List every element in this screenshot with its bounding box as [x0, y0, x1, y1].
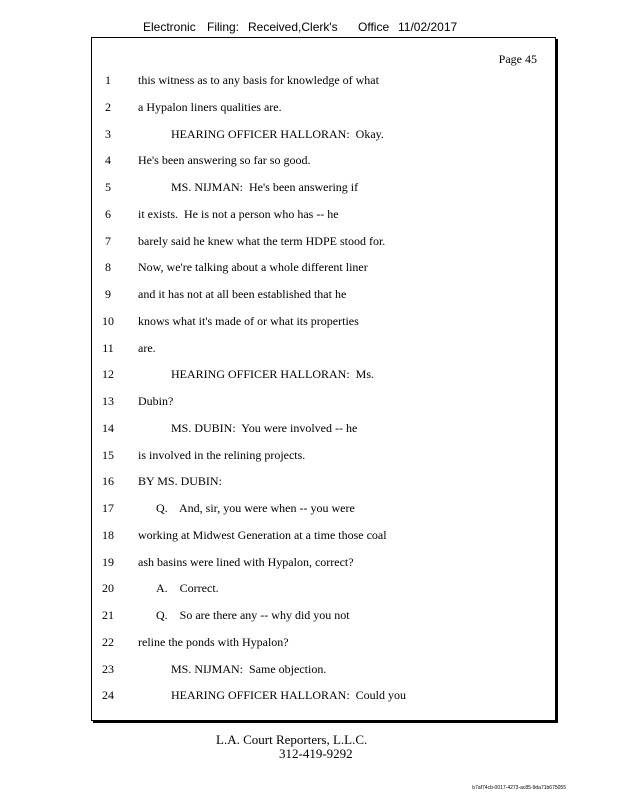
- transcript-line: [0, 688, 600, 706]
- transcript-line: [0, 73, 600, 91]
- line-number: 10: [102, 313, 114, 328]
- line-number: 23: [102, 661, 114, 676]
- line-text: and it has not at all been established that he: [138, 287, 347, 301]
- line-number: 14: [102, 420, 114, 435]
- line-text: working at Midwest Generation at a time those coal: [138, 527, 387, 542]
- transcript-line: [0, 234, 600, 252]
- transcript-line: [0, 127, 600, 145]
- line-text: BY MS. DUBIN:: [138, 474, 222, 489]
- line-number: 13: [102, 394, 114, 408]
- transcript-line: [0, 287, 600, 305]
- line-text: are.: [138, 340, 156, 355]
- stamp-filing: Filing:: [207, 20, 240, 34]
- transcript-line: [0, 635, 600, 653]
- transcript-line: [0, 394, 600, 412]
- stamp-office: Office: [358, 20, 390, 34]
- page-number: Page 45: [498, 52, 537, 66]
- line-number: 11: [102, 340, 114, 355]
- line-number: 3: [105, 126, 111, 141]
- transcript-line: [0, 100, 600, 118]
- transcript-line: [0, 555, 600, 573]
- line-text: Q. And, sir, you were when -- you were: [138, 501, 355, 515]
- transcript-line: [0, 608, 600, 626]
- line-text: ash basins were lined with Hypalon, correct?: [138, 554, 354, 569]
- line-number: 6: [105, 206, 111, 221]
- line-text: A. Correct.: [138, 581, 219, 596]
- transcript-line: [0, 448, 600, 466]
- transcript-line: [0, 180, 600, 198]
- document-id: b7af74cb-0017-4273-ac85-9da71b675055: [472, 785, 566, 791]
- line-number: 17: [102, 501, 114, 515]
- line-text: Q. So are there any -- why did you not: [138, 608, 350, 622]
- transcript-line: [0, 581, 600, 599]
- line-text: MS. DUBIN: You were involved -- he: [138, 420, 358, 435]
- transcript-line: [0, 260, 600, 278]
- line-number: 9: [105, 287, 111, 301]
- line-text: Now, we're talking about a whole different liner: [138, 260, 368, 275]
- line-text: knows what it's made of or what its properties: [138, 313, 359, 328]
- line-number: 19: [102, 554, 114, 569]
- line-number: 2: [105, 99, 111, 114]
- line-text: HEARING OFFICER HALLORAN: Okay.: [138, 126, 384, 141]
- transcript-line: [0, 367, 600, 385]
- line-text: it exists. He is not a person who has -- he: [138, 206, 339, 221]
- footer-company: L.A. Court Reporters, L.L.C.: [216, 732, 368, 747]
- line-text: MS. NIJMAN: He's been answering if: [138, 180, 359, 194]
- line-text: Dubin?: [138, 394, 174, 408]
- line-text: HEARING OFFICER HALLORAN: Ms.: [138, 367, 375, 382]
- line-number: 8: [105, 260, 111, 275]
- line-number: 5: [105, 180, 111, 194]
- line-number: 18: [102, 527, 114, 542]
- line-text: a Hypalon liners qualities are.: [138, 99, 282, 114]
- transcript-line: [0, 474, 600, 492]
- transcript-line: [0, 421, 600, 439]
- line-number: 1: [105, 73, 111, 87]
- line-text: is involved in the relining projects.: [138, 447, 306, 462]
- transcript-line: [0, 314, 600, 332]
- line-number: 4: [105, 153, 111, 168]
- transcript-line: [0, 153, 600, 171]
- line-number: 16: [102, 474, 114, 489]
- transcript-line: [0, 501, 600, 519]
- line-text: barely said he knew what the term HDPE stood for.: [138, 233, 386, 248]
- line-number: 20: [102, 581, 114, 596]
- line-number: 24: [102, 688, 114, 703]
- transcript-line: [0, 662, 600, 680]
- transcript-line: [0, 341, 600, 359]
- line-text: this witness as to any basis for knowledge of what: [138, 73, 379, 87]
- line-number: 7: [105, 233, 111, 248]
- line-number: 12: [102, 367, 114, 382]
- line-text: reline the ponds with Hypalon?: [138, 634, 289, 649]
- stamp-electronic: Electronic: [143, 20, 196, 34]
- stamp-received-clerks: Received,Clerk's: [248, 20, 338, 34]
- electronic-filing-stamp: [0, 20, 618, 36]
- footer-phone: 312-419-9292: [279, 746, 353, 761]
- line-number: 15: [102, 447, 114, 462]
- line-text: MS. NIJMAN: Same objection.: [138, 661, 327, 676]
- line-number: 22: [102, 634, 114, 649]
- transcript-line: [0, 528, 600, 546]
- line-text: HEARING OFFICER HALLORAN: Could you: [138, 688, 407, 703]
- stamp-date: 11/02/2017: [398, 20, 458, 34]
- transcript-line: [0, 207, 600, 225]
- line-text: He's been answering so far so good.: [138, 153, 311, 168]
- line-number: 21: [102, 608, 114, 622]
